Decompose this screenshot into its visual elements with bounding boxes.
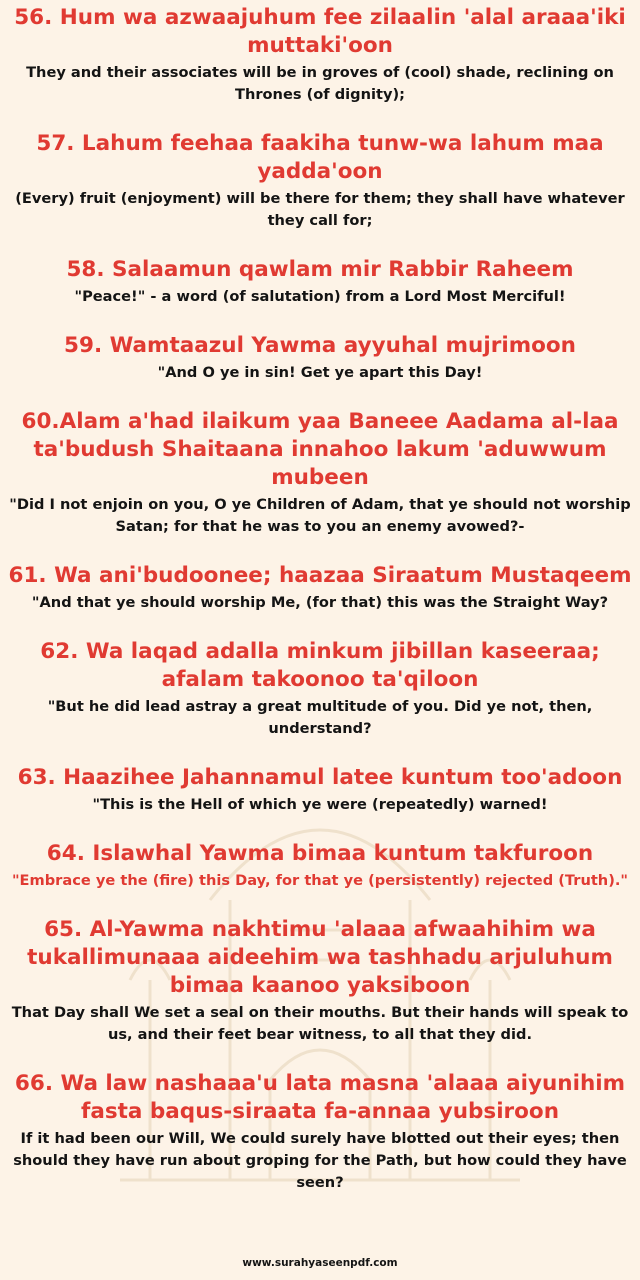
verse-translation: If it had been our Will, We could surely have blotted out their eyes; then should they have run about groping for the Path, but how could they have seen? — [13, 1130, 627, 1191]
verse-translation: That Day shall We set a seal on their mouths. But their hands will speak to us, and their feet bear witness, to all that they did. — [11, 1004, 629, 1043]
verse-title: 58. Salaamun qawlam mir Rabbir Raheem — [66, 257, 574, 282]
verse-title: 66. Wa law nashaaa'u lata masna 'alaaa aiyunihim fasta baqus-siraata fa-annaa yubsiroon — [14, 1071, 626, 1124]
verse-title: 59. Wamtaazul Yawma ayyuhal mujrimoon — [64, 333, 576, 358]
verse-64 — [0, 840, 640, 892]
verse-translation: They and their associates will be in groves of (cool) shade, reclining on Thrones (of dignity); — [26, 64, 614, 103]
verse-title: 64. Islawhal Yawma bimaa kuntum takfuroon — [46, 841, 594, 866]
verse-58 — [0, 256, 640, 308]
footer-website: www.surahyaseenpdf.com — [242, 1257, 398, 1269]
verse-translation: "This is the Hell of which ye were (repeatedly) warned! — [92, 796, 548, 813]
verse-59 — [0, 332, 640, 384]
verse-translation: "And O ye in sin! Get ye apart this Day! — [157, 364, 483, 381]
verse-62 — [0, 638, 640, 740]
verse-title: 57. Lahum feehaa faakiha tunw-wa lahum maa yadda'oon — [36, 131, 604, 184]
verse-translation: "Peace!" - a word (of salutation) from a Lord Most Merciful! — [74, 288, 566, 305]
verse-56 — [0, 4, 640, 106]
verse-65 — [0, 916, 640, 1046]
verse-translation: "And that ye should worship Me, (for that) this was the Straight Way? — [31, 594, 609, 611]
verse-title: 61. Wa ani'budoonee; haazaa Siraatum Mustaqeem — [8, 563, 632, 588]
verse-61 — [0, 562, 640, 614]
verse-translation: "But he did lead astray a great multitude of you. Did ye not, then, understand? — [47, 698, 593, 737]
verse-title: 60.Alam a'had ilaikum yaa Baneee Aadama al-laa ta'budush Shaitaana innahoo lakum 'aduwwum mubeen — [21, 409, 619, 490]
verse-title: 62. Wa laqad adalla minkum jibillan kaseeraa; afalam takoonoo ta'qiloon — [40, 639, 600, 692]
verse-translation: (Every) fruit (enjoyment) will be there for them; they shall have whatever they call for; — [15, 190, 625, 229]
verse-translation: "Embrace ye the (fire) this Day, for that ye (persistently) rejected (Truth)." — [11, 872, 629, 889]
verse-title: 63. Haazihee Jahannamul latee kuntum too'adoon — [17, 765, 623, 790]
verse-title: 56. Hum wa azwaajuhum fee zilaalin 'alal araaa'iki muttaki'oon — [14, 5, 626, 58]
verse-translation: "Did I not enjoin on you, O ye Children of Adam, that ye should not worship Satan; for that he was to you an enemy avowed?- — [9, 496, 631, 535]
verse-60 — [0, 408, 640, 538]
verse-57 — [0, 130, 640, 232]
verse-title: 65. Al-Yawma nakhtimu 'alaaa afwaahihim wa tukallimunaaa aideehim wa tashhadu arjuluhum bimaa kaanoo yaksiboon — [27, 917, 613, 998]
verse-66 — [0, 1070, 640, 1194]
verse-63 — [0, 764, 640, 816]
